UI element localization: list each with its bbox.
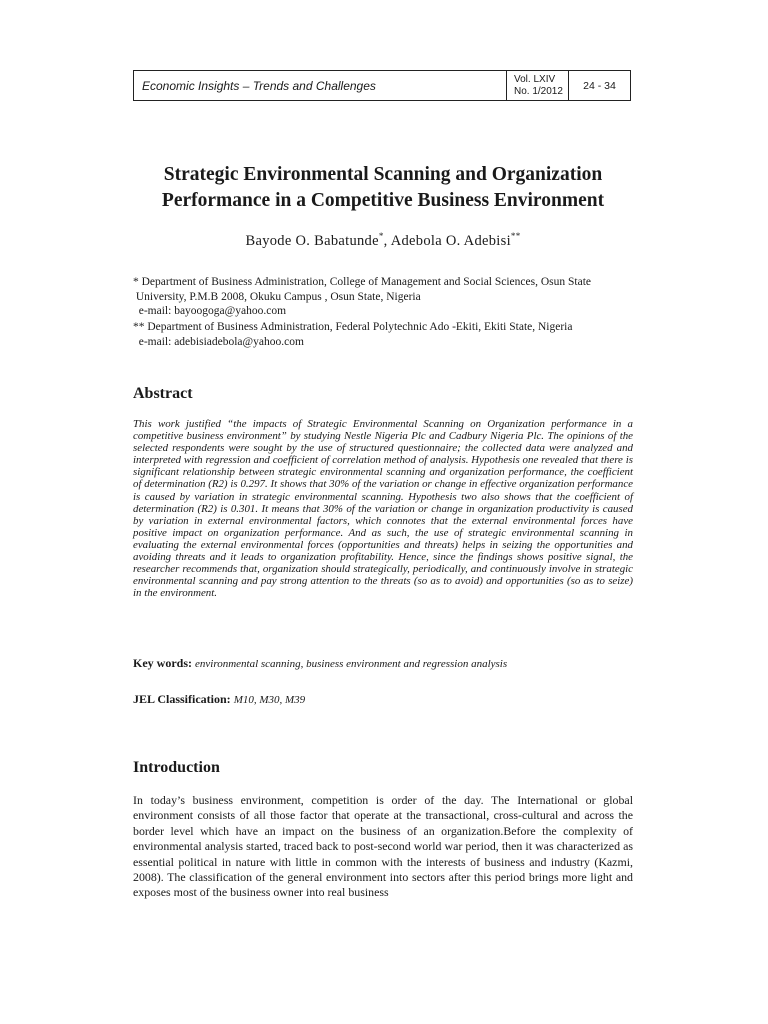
author-separator: , [383,232,391,249]
keywords [133,656,633,671]
abstract-text: This work justified “the impacts of Strategic Environmental Scanning on Organization performance in a competitive business environment” by studying Nestle Nigeria Plc and Cadbury Nigeria Plc. The opinions of the selected respondents were sought by the use of structured questionnaire; the collected data were analyzed and interpreted with regression and coefficient of correlation method of analysis. Hypothesis one revealed that there is significant relationship between strategic environmental scanning and organization performance, the coefficient of determination (R2) is 0.297. It shows that 30% of the variation or change in effective organization performance is caused by variation in strategic environmental scanning. Hypothesis two also shows that the coefficient of determination (R2) is 0.301. It means that 30% of the variation or change in organization productivity is caused by variation in external environmental factors, which connotes that the external environmental forces have positive impact on organization performance. And as such, the use of strategic environmental scanning in evaluating the external environmental forces (opportunities and threats) helps in seizing the opportunities and avoiding threats and it leads to organization profitability. Hence, since the findings shows positive signal, the researcher recommends that, organization should strategically, periodically, and continuously involve in strategic environmental scanning and pay strong attention to the threats (so as to avoid) and opportunities (so as to seize) in the environment. [133,418,633,600]
author-1-mark: * [378,231,384,241]
author-2-mark: ** [510,231,521,241]
paper-title [133,162,633,214]
author-2: Adebola O. Adebisi [390,232,511,249]
jel-value: M10, M30, M39 [233,694,306,706]
affiliation-2 [133,320,633,349]
affiliation-1-email: e-mail: bayoogoga@yahoo.com [133,305,287,317]
title-line-1: Strategic Environmental Scanning and Organization [163,164,603,185]
affiliation-2-line-1: ** Department of Business Administration, Federal Polytechnic Ado -Ekiti, Ekiti State, Nigeria [133,321,573,333]
journal-header-box [133,70,631,101]
keywords-label: Key words: [133,656,192,670]
title-line-2: Performance in a Competitive Business Environment [161,190,605,211]
affiliation-2-email: e-mail: adebisiadebola@yahoo.com [133,335,304,348]
keywords-value: environmental scanning, business environment and regression analysis [195,658,508,670]
author-1: Bayode O. Babatunde [245,232,379,249]
page-range: 24 - 34 [568,71,630,100]
volume-issue [506,71,568,100]
affiliation-1-line-2: University, P.M.B 2008, Okuku Campus , Osun State, Nigeria [133,290,421,303]
jel-classification [133,692,633,707]
affiliation-1-line-1: * Department of Business Administration, College of Management and Social Sciences, Osun State [133,276,591,288]
issue: No. 1/2012 [514,85,563,97]
journal-name: Economic Insights – Trends and Challenges [142,78,376,93]
introduction-heading: Introduction [133,759,220,776]
introduction-text: In today’s business environment, competition is order of the day. The International or global environment consists of all those factor that operate at the transactional, cross-cultural and across the border level which have an impact on the business of an organization.Before the complexity of environmental analysis started, traced back to post-second world war period, then it was characterized as essential political in nature with little in common with the interests of business and industry (Kazmi, 2008). The classification of the general environment into sectors after this period brings more light and exposes most of the business owner into real business [133,793,633,900]
authors [133,231,633,250]
volume: Vol. LXIV [514,73,556,85]
abstract-heading: Abstract [133,385,193,402]
jel-label: JEL Classification: [133,692,231,706]
affiliation-1 [133,275,633,319]
